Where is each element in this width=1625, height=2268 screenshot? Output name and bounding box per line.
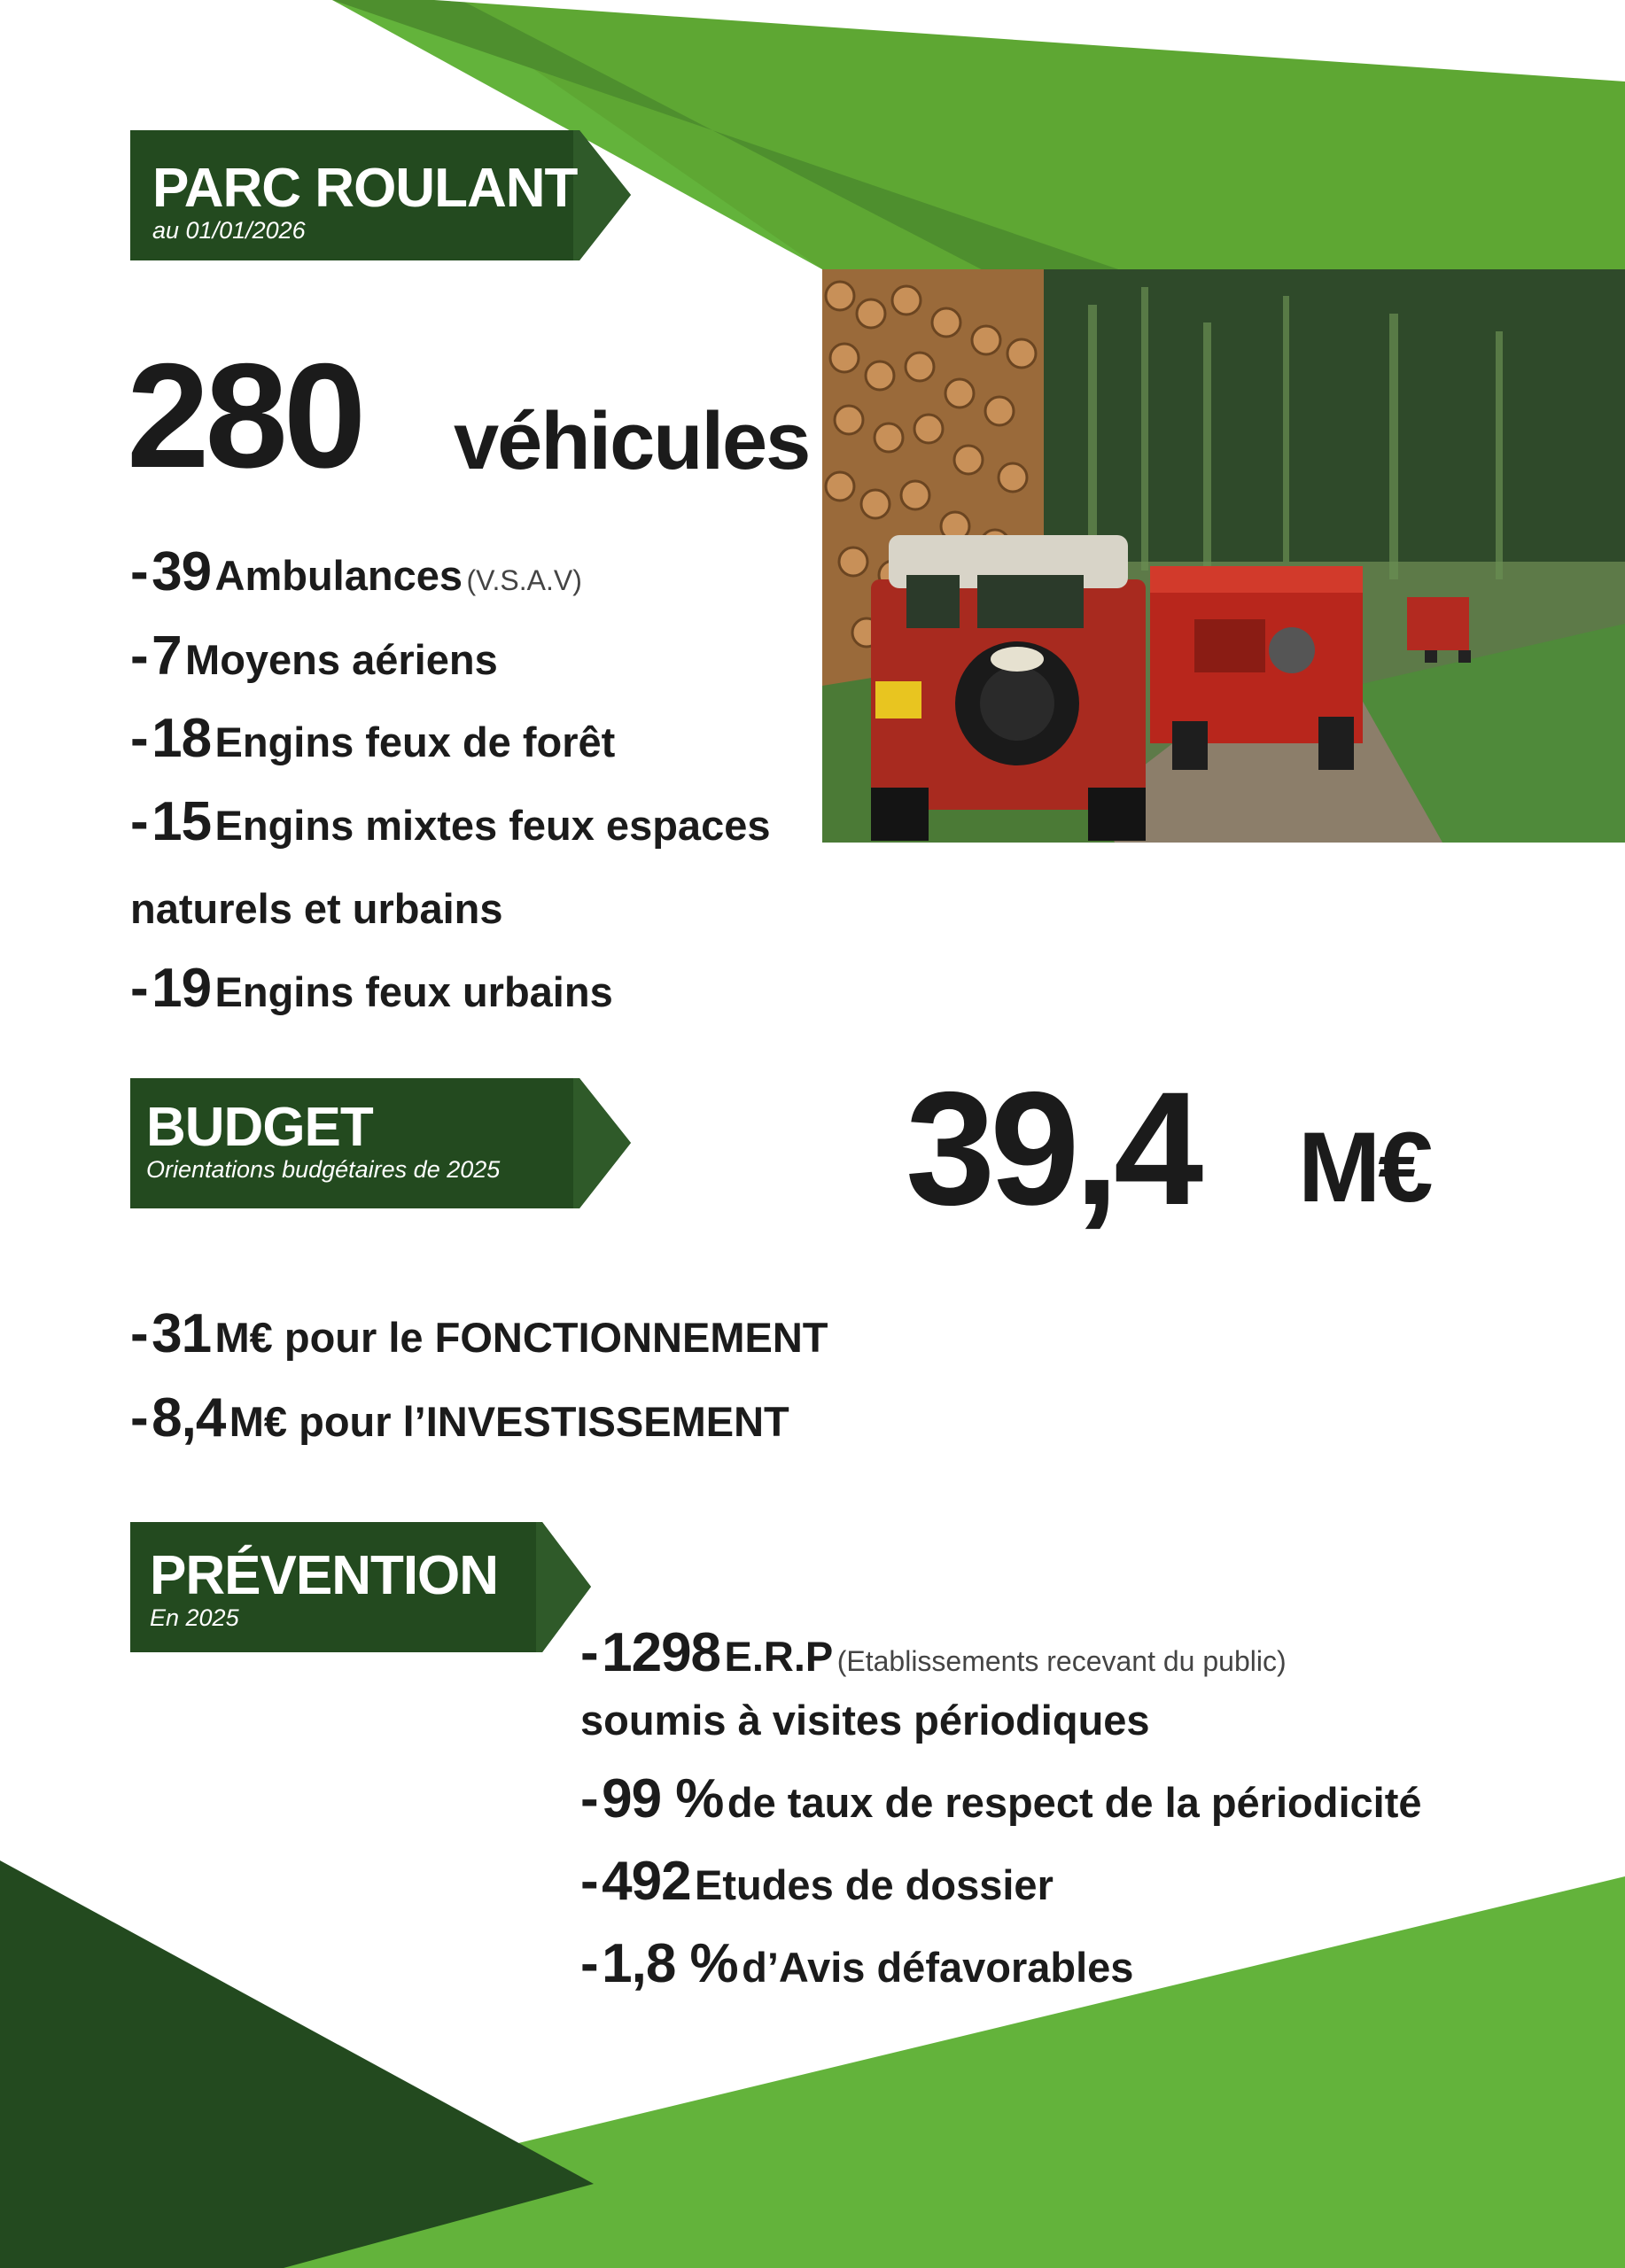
list-item: - 18 Engins feux de forêt <box>130 708 616 769</box>
vehicle-count-label: véhicules <box>454 396 810 486</box>
list-item: - 8,4 M€ pour l’INVESTISSEMENT <box>130 1387 789 1449</box>
fire-truck-2 <box>1150 566 1363 770</box>
list-item: - 39 Ambulances (V.S.A.V) <box>130 541 582 602</box>
parc-roulant-banner <box>130 130 631 260</box>
list-item: soumis à visites périodiques <box>580 1697 1150 1744</box>
prevention-banner <box>130 1522 591 1652</box>
prevention-title: PRÉVENTION <box>150 1545 499 1606</box>
parc-roulant-subtitle: au 01/01/2026 <box>152 217 306 244</box>
list-item: - 492 Etudes de dossier <box>580 1851 1054 1912</box>
vehicle-count: 280 <box>127 332 362 499</box>
budget-title: BUDGET <box>146 1097 373 1158</box>
budget-unit: M€ <box>1298 1112 1431 1223</box>
prevention-subtitle: En 2025 <box>150 1604 239 1631</box>
list-item: - 1298 E.R.P (Etablissements recevant du public) <box>580 1622 1287 1683</box>
list-item: - 99 % de taux de respect de la périodicité <box>580 1768 1422 1829</box>
budget-banner <box>130 1078 631 1208</box>
budget-amount: 39,4 <box>906 1058 1199 1239</box>
bottom-dark-green-shape <box>0 1860 594 2268</box>
list-item: - 15 Engins mixtes feux espaces <box>130 791 771 852</box>
land-rover <box>871 535 1146 841</box>
fire-trucks-forest-photo <box>822 269 1625 843</box>
list-item: - 1,8 % d’Avis défavorables <box>580 1933 1134 1994</box>
list-item: - 19 Engins feux urbains <box>130 958 613 1019</box>
parc-roulant-title: PARC ROULANT <box>152 158 578 219</box>
list-item: naturels et urbains <box>130 885 503 932</box>
budget-subtitle: Orientations budgétaires de 2025 <box>146 1156 501 1183</box>
list-item: - 7 Moyens aériens <box>130 625 498 687</box>
list-item: - 31 M€ pour le FONCTIONNEMENT <box>130 1303 828 1364</box>
